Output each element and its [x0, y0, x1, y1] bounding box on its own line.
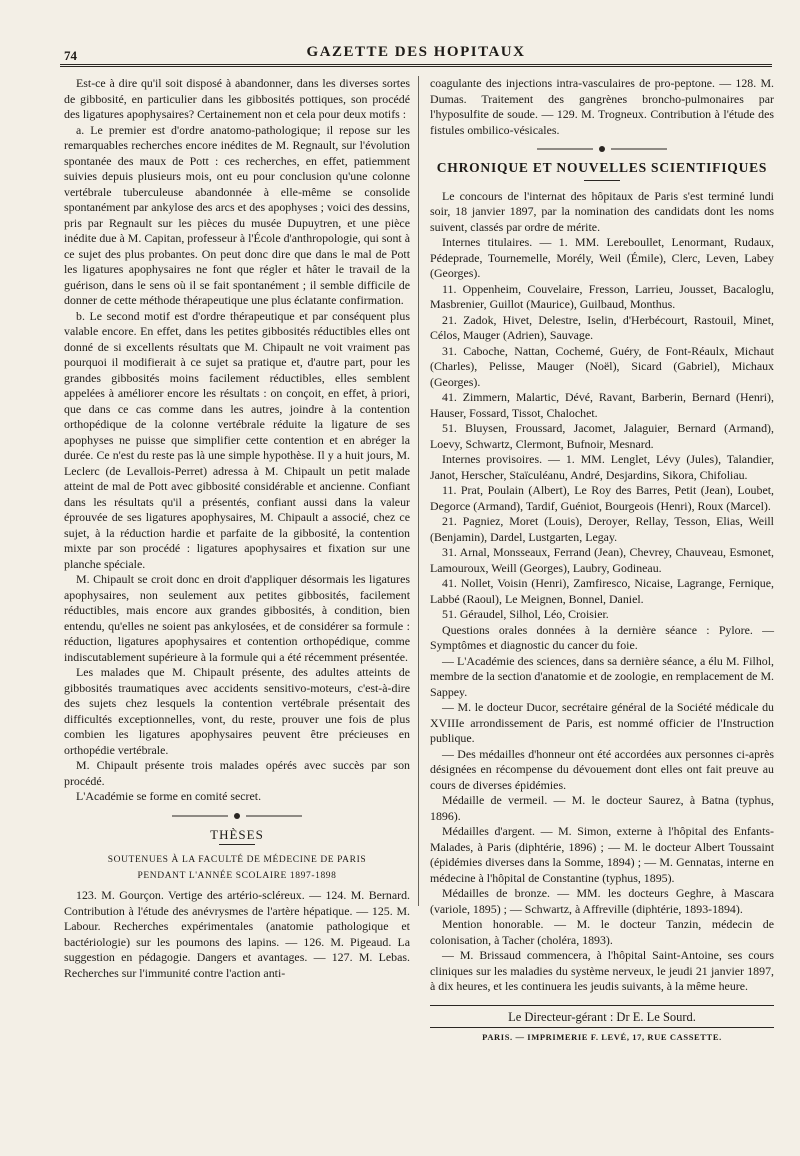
title-rule: [219, 844, 255, 845]
paragraph: Internes provisoires. — 1. MM. Lenglet, Lévy (Jules), Talandier, Janot, Herscher, Staïculéanu, André, Desjardins, Sikora, Chifoliau.: [430, 452, 774, 482]
paragraph: 21. Pagniez, Moret (Louis), Deroyer, Rellay, Tesson, Elias, Weill (Benjamin), Dardel, Lustgarten, Legay.: [430, 514, 774, 544]
theses-subtitle: SOUTENUES À LA FACULTÉ DE MÉDECINE DE PARIS: [107, 855, 367, 865]
paragraph: 31. Arnal, Monsseaux, Ferrand (Jean), Chevrey, Chauveau, Esmonet, Lamouroux, Weill (Georges), Laubry, Godineau.: [430, 545, 774, 575]
paragraph: Mention honorable. — M. le docteur Tanzin, médecin de colonisation, à Tacher (choléra, 1893).: [430, 917, 774, 947]
paragraph: 21. Zadok, Hivet, Delestre, Iselin, d'Herbécourt, Rastouil, Minet, Célos, Mauger (Adrien), Sauvage.: [430, 312, 774, 342]
paragraph: a. Le premier est d'ordre anatomo-pathologique; il repose sur les remarquables recherches encore inédites de M. Regnault, sur l'évolution spontanée des maux de Pott : ces recherches, en effet, patiemment suivies depuis plusieurs mois, ont eu pour conclusion qu'une colonne vertébrale tuberculeuse abandonnée à elle-même se consolide spontanément par ankylose des arcs et des apophyses ; voici des dessins, pris par Regnault sur les pièces du musée Dupuytren, et une pièce inédite due à M. Capitan, professeur à l'École d'anthropologie, qui sont à ce sujet des plus probantes. On peut donc dire que dans le mal de Pott les ligatures apophysaires ne font que régler et hâter le travail de la guérison, dans le sens où il se fait spontanément ; il semble difficile de donner de cette méthode thérapeutique une plus éclatante confirmation.: [64, 122, 410, 307]
paragraph: 41. Nollet, Voisin (Henri), Zamfiresco, Nicaise, Lagrange, Fernique, Labbé (Raoul), Le Meignen, Bonnel, Daniel.: [430, 576, 774, 606]
paragraph: — M. le docteur Ducor, secrétaire général de la Société médicale du XVIIIe arrondissement de Paris, est nommé officier de l'Instruction publique.: [430, 700, 774, 745]
page-header: [60, 40, 772, 67]
title-rule: [584, 180, 620, 181]
signature-rule: [430, 1005, 774, 1006]
paragraph: Médaille de vermeil. — M. le docteur Saurez, à Batna (typhus, 1896).: [430, 793, 774, 823]
paragraph: Internes titulaires. — 1. MM. Lereboullet, Lenormant, Rudaux, Pédeprade, Tournemelle, Morély, Weil (Émile), Clerc, Leven, Labey (Georges).: [430, 235, 774, 280]
theses-title: THÈSES: [210, 826, 264, 842]
ornament-divider: [537, 144, 667, 154]
paragraph: — Des médailles d'honneur ont été accordées aux personnes ci-après désignées en récompense du dévouement dont elles ont fait preuve au cours de diverses épidémies.: [430, 746, 774, 792]
section-title: CHRONIQUE ET NOUVELLES SCIENTIFIQUES: [436, 160, 768, 175]
theses-subtitle-year: PENDANT L'ANNÉE SCOLAIRE 1897-1898: [137, 870, 337, 881]
paragraph: 31. Caboche, Nattan, Cochemé, Guéry, de Font-Réaulx, Michaut (Charles), Pelisse, Mauger (Noël), Sicard (Gabriel), Michaux (Georges).: [430, 343, 774, 389]
paragraph: 11. Oppenheim, Couvelaire, Fresson, Larrieu, Jousset, Bacaloglu, Masbrenier, Guillot (Maurice), Guilbaud, Monthus.: [430, 281, 774, 311]
column-divider: [418, 76, 419, 906]
page-number: 74: [64, 48, 77, 63]
paragraph: 51. Géraudel, Silhol, Léo, Croisier.: [442, 607, 609, 621]
paragraph: Est-ce à dire qu'il soit disposé à abandonner, dans les diverses sortes de gibbosité, en particulier dans les gibbosités pottiques, son procédé des ligatures apophysaires? Certainement non et cela pour deux motifs :: [64, 76, 410, 121]
paragraph: Médailles d'argent. — M. Simon, externe à l'hôpital des Enfants-Malades, à Paris (diphtérie, 1896) ; — M. le docteur Albert Toussaint (épidémies diverses dans la Somme, 1894) ; — M. Gennatas, interne en médecine à l'hôpital de Constantine (typhus, 1895).: [430, 824, 774, 885]
paragraph: Questions orales données à la dernière séance : Pylore. — Symptômes et diagnostic du cancer du foie.: [430, 622, 774, 652]
right-column: [430, 76, 774, 1046]
paragraph: 41. Zimmern, Malartic, Dévé, Ravant, Barberin, Bernard (Henri), Hauser, Fossard, Tissot, Chalochet.: [430, 390, 774, 420]
paragraph: — M. Brissaud commencera, à l'hôpital Saint-Antoine, ses cours cliniques sur les maladies du système nerveux, le jeudi 21 janvier 1897, à dix heures, et les continuera les jeudis suivants, à la même heure.: [430, 948, 774, 993]
ornament-divider: [172, 811, 302, 821]
printer-imprint: PARIS. — IMPRIMERIE F. LEVÉ, 17, RUE CASSETTE.: [430, 1027, 774, 1046]
paragraph: b. Le second motif est d'ordre thérapeutique et par conséquent plus valable encore. En effet, dans les petites gibbosités réductibles elles ont donné de si excellents résultats que M. Chipault ne voit vraiment pas pourquoi il modifierait à ce sujet sa pratique et, d'autre part, pour les grandes gibbosités moins facilement réductibles, elles semblent appelées à améliorer encore les résultats : on conçoit, en effet, à priori, que dans ce cas comme dans les autres, joindre à la contention orthopédique de la colonne vertébrale réduite la ligature de ses apophyses ne puisse que simplifier cette contention et en abréger la durée. Ce n'est du reste pas là une simple hypothèse. Il y a huit jours, M. Leclerc (de Levallois-Perret) adressa à M. Chipault un petit malade atteint de mal de Pott avec gibbosité considérable et ancienne. Confiant dans les résultats qu'il a présentés, confiant aussi dans la valeur éprouvée de ses ligatures apophysaires, M. Chipault a associé, chez ce sujet, à la réduction hardie et parfaite de la gibbosité, la contention mixte par son procédé : ligatures apophysaires et fixation sur une planche spéciale.: [64, 308, 410, 571]
director-signature: Le Directeur-gérant : Dr E. Le Sourd.: [508, 1009, 696, 1024]
paragraph: L'Académie se forme en comité secret.: [76, 789, 262, 803]
paragraph: Le concours de l'internat des hôpitaux de Paris s'est terminé lundi soir, 18 janvier 1897, par la nomination des candidats dont les noms suivent, classés par ordre de mérite.: [430, 188, 774, 234]
paragraph: 51. Bluysen, Froussard, Jacomet, Jalaguier, Bernard (Armand), Loevy, Schwartz, Clermont, Bufnoir, Mesnard.: [430, 421, 774, 451]
paragraph: 11. Prat, Poulain (Albert), Le Roy des Barres, Petit (Jean), Loubet, Degorce (Armand), Tardif, Guéniot, Bourgeois (Henri), Roux (Marcel).: [430, 483, 774, 513]
paragraph: M. Chipault présente trois malades opérés avec succès par son procédé.: [64, 758, 410, 788]
theses-list: 123. M. Gourçon. Vertige des artério-scléreux. — 124. M. Bernard. Contribution à l'étude des anévrysmes de l'artère hépatique. — 125. M. Labour. Recherches expérimentales (anatomie pathologique et bactériologie) sur les poumons des lapins. — 126. M. Pigeaud. La suggestion en pédagogie. Dangers et avantages. — 127. M. Lebas. Recherches sur l'immunité contre l'action anti-: [64, 888, 410, 980]
paragraph: M. Chipault se croit donc en droit d'appliquer désormais les ligatures apophysaires, non seulement aux petites gibbosités, facilement réductibles, mais encore aux grandes gibbosités, à condition, bien entendu, qu'elles ne soient pas ankylosées, et de considérer sa formule : réduction, ligatures apophysaires et contention orthopédique, comme indiscutablement supérieure à la formule qui a été récemment présentée.: [64, 572, 410, 664]
paragraph: — L'Académie des sciences, dans sa dernière séance, a élu M. Filhol, membre de la section d'anatomie et de zoologie, en remplacement de M. Sappey.: [430, 653, 774, 699]
paragraph: Les malades que M. Chipault présente, des adultes atteints de gibbosités traumatiques avec accidents sensitivo-moteurs, c'est-à-dire des sujets chez lesquels la contention vertébrale présentait des difficultés exceptionnelles, vont, du reste, prouver une fois de plus combien les ligatures apophysaires peuvent être précieuses en orthopédie vertébrale.: [64, 665, 410, 757]
journal-title: GAZETTE DES HOPITAUX: [306, 44, 526, 60]
paragraph: Médailles de bronze. — MM. les docteurs Geghre, à Mascara (variole, 1895) ; — Schwartz, à Affreville (diphtérie, 1893-1894).: [430, 886, 774, 916]
theses-continuation: coagulante des injections intra-vasculaires de pro-peptone. — 128. M. Dumas. Traitement des gangrènes broncho-pulmonaires par l'hyposulfite de soude. — 129. M. Trogneux. Contribution à l'étude des fistules ombilico-vésicales.: [430, 76, 774, 137]
left-column: [64, 76, 410, 981]
